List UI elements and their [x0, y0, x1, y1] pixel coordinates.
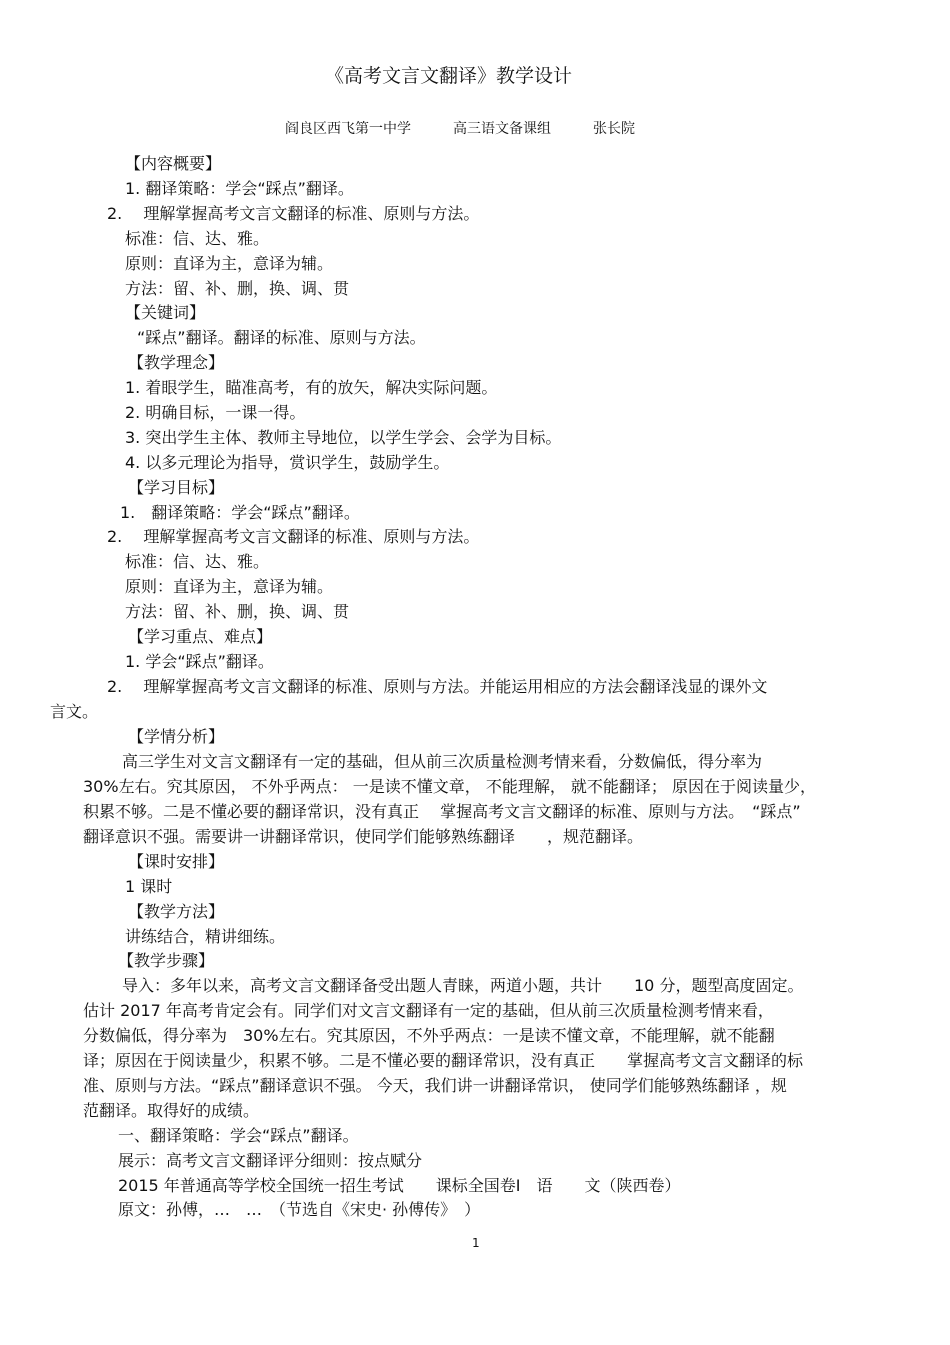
doc-byline: 阎良区西飞第一中学 高三语文备课组 张长院: [285, 121, 635, 137]
text-line: 3. 突出学生主体、教师主导地位，以学生学会、会学为目标。: [125, 428, 562, 447]
heading-philosophy: 【教学理念】: [128, 353, 225, 372]
text-line: 言文。: [50, 702, 99, 721]
text-line: 原则：直译为主，意译为辅。: [125, 254, 334, 273]
heading-keywords: 【关键词】: [125, 303, 206, 322]
text-line: 2. 理解掌握高考文言文翻译的标准、原则与方法。并能运用相应的方法会翻译浅显的课外文: [107, 677, 768, 696]
text-line: 标准：信、达、雅。: [125, 229, 270, 248]
text-line: 2. 明确目标，一课一得。: [125, 403, 306, 422]
text-line: 2. 理解掌握高考文言文翻译的标准、原则与方法。: [107, 527, 480, 546]
heading-methods: 【教学方法】: [128, 902, 225, 921]
text-line: 展示：高考文言文翻译评分细则：按点赋分: [118, 1151, 423, 1170]
section-heading: 一、翻译策略：学会“踩点”翻译。: [118, 1126, 359, 1145]
heading-steps: 【教学步骤】: [118, 951, 215, 970]
text-line: 高三学生对文言文翻译有一定的基础，但从前三次质量检测考情来看，分数偏低，得分率为: [122, 752, 763, 771]
text-line: 1. 着眼学生，瞄准高考，有的放矢，解决实际问题。: [125, 378, 498, 397]
text-line: 30%左右。究其原因， 不外乎两点： 一是读不懂文章， 不能理解， 就不能翻译； 原因在于阅读量少，: [83, 777, 816, 796]
text-line: 准、原则与方法。“踩点”翻译意识不强。 今天，我们讲一讲翻译常识， 使同学们能够熟练翻译 ，规: [83, 1076, 787, 1095]
heading-student-analysis: 【学情分析】: [128, 727, 225, 746]
heading-summary: 【内容概要】: [125, 154, 222, 173]
text-line: 导入：多年以来，高考文言文翻译备受出题人青睐，两道小题，共计 10 分，题型高度固定。: [122, 976, 804, 995]
text-line: 翻译意识不强。需要讲一讲翻译常识，使同学们能够熟练翻译 ，规范翻译。: [83, 827, 644, 846]
text-line: 1. 学会“踩点”翻译。: [125, 652, 274, 671]
text-line: 1 课时: [125, 877, 173, 896]
text-line: 原则：直译为主，意译为辅。: [125, 577, 334, 596]
text-line: 范翻译。取得好的成绩。: [83, 1101, 260, 1120]
text-line: 标准：信、达、雅。: [125, 552, 270, 571]
text-line: 译；原因在于阅读量少，积累不够。二是不懂必要的翻译常识，没有真正 掌握高考文言文翻译的标: [83, 1051, 804, 1070]
text-line: 估计 2017 年高考肯定会有。同学们对文言文翻译有一定的基础，但从前三次质量检测考情来看，: [83, 1001, 774, 1020]
heading-schedule: 【课时安排】: [128, 852, 225, 871]
heading-key-points: 【学习重点、难点】: [128, 627, 273, 646]
text-line: 分数偏低，得分率为 30%左右。究其原因，不外乎两点：一是读不懂文章，不能理解，就不能翻: [83, 1026, 775, 1045]
heading-objectives: 【学习目标】: [128, 478, 225, 497]
text-line: 讲练结合，精讲细练。: [125, 927, 286, 946]
text-line: 1. 翻译策略：学会“踩点”翻译。: [125, 179, 354, 198]
text-line: “踩点”翻译。翻译的标准、原则与方法。: [137, 328, 426, 347]
text-line: 积累不够。二是不懂必要的翻译常识，没有真正 掌握高考文言文翻译的标准、原则与方法。 “踩点”: [83, 802, 801, 821]
text-line: 方法：留、补、删，换、调、贯: [125, 602, 350, 621]
text-line: 2015 年普通高等学校全国统一招生考试 课标全国卷Ⅰ 语 文（陕西卷）: [118, 1176, 681, 1195]
page-number: 1: [472, 1236, 480, 1250]
text-line: 方法：留、补、删，换、调、贯: [125, 279, 350, 298]
doc-title: 《高考文言文翻译》教学设计: [325, 65, 573, 87]
text-line: 1. 翻译策略：学会“踩点”翻译。: [120, 503, 360, 522]
text-line: 4. 以多元理论为指导，赏识学生，鼓励学生。: [125, 453, 450, 472]
text-line: 原文：孙傅，… … （节选自《宋史· 孙傅传》 ）: [118, 1200, 481, 1219]
text-line: 2. 理解掌握高考文言文翻译的标准、原则与方法。: [107, 204, 480, 223]
